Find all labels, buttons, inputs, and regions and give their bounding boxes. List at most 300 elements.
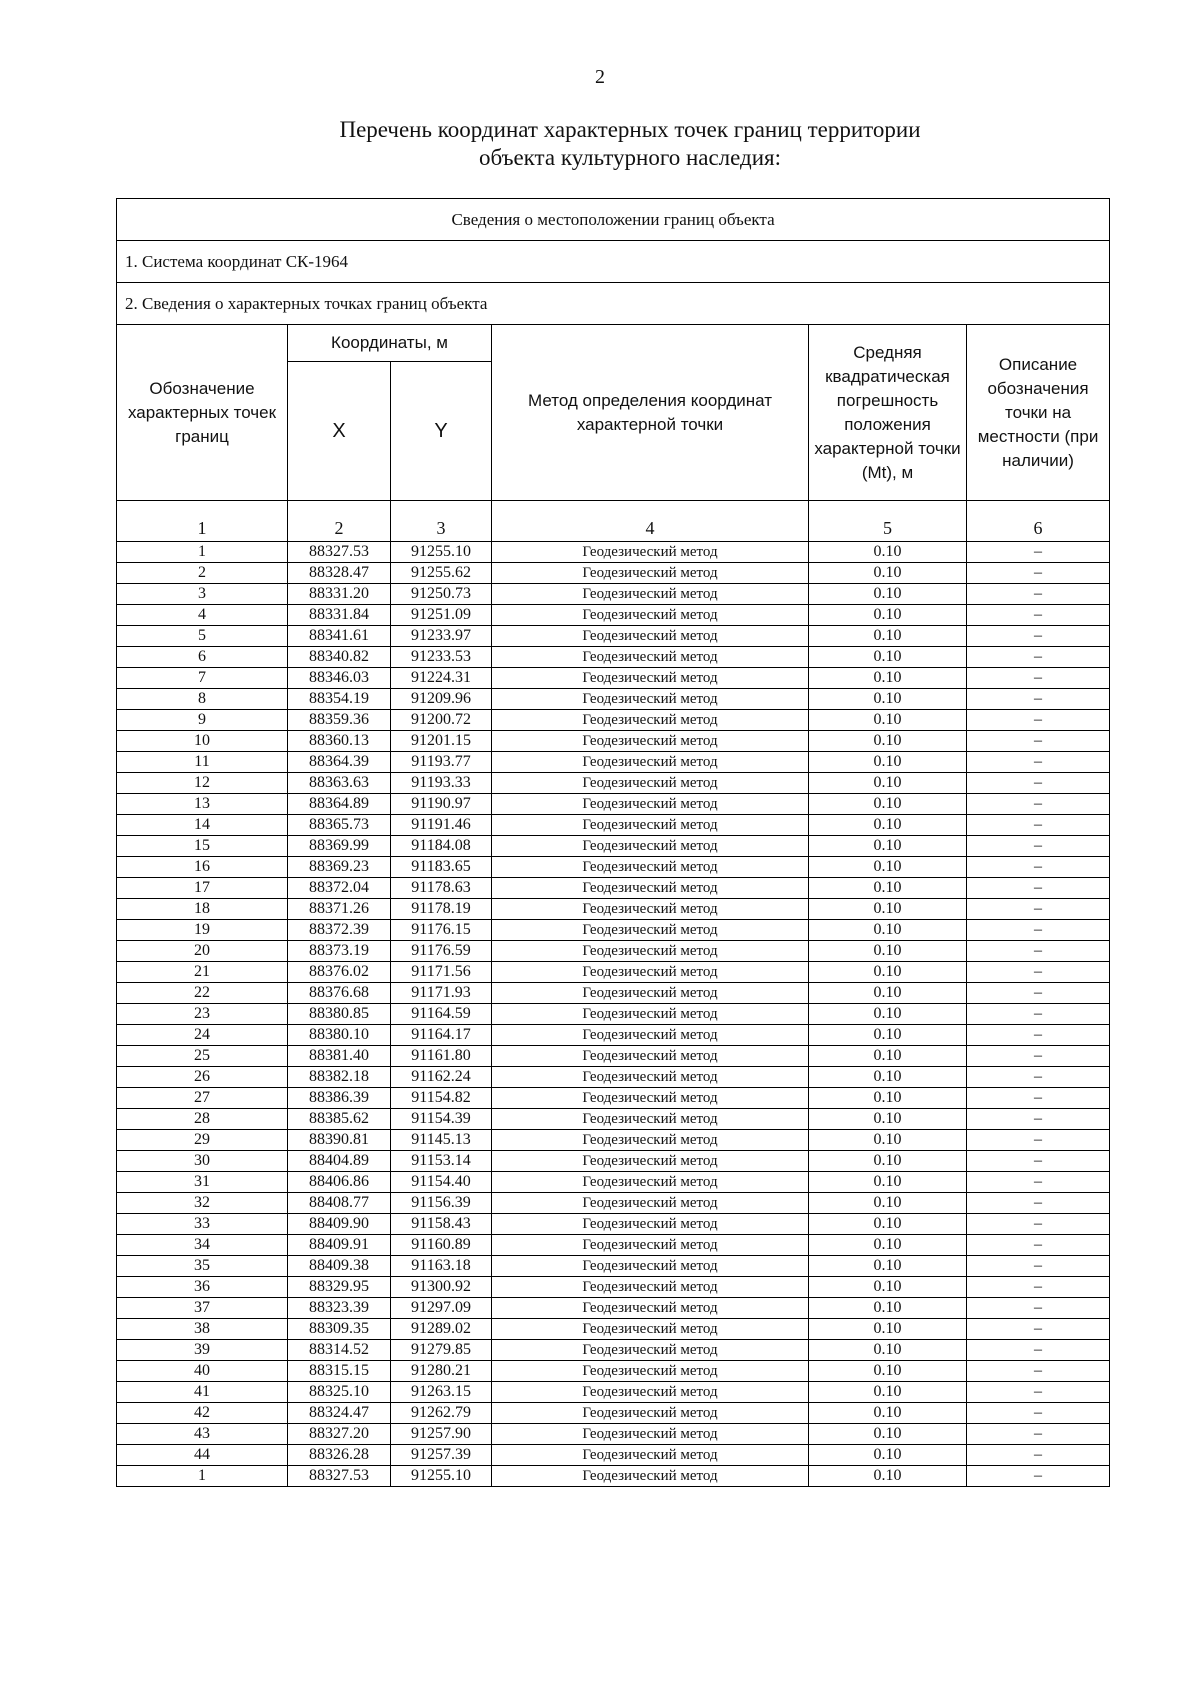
method: Геодезический метод: [492, 836, 809, 857]
point-number: 40: [117, 1361, 288, 1382]
description: –: [967, 584, 1110, 605]
method: Геодезический метод: [492, 710, 809, 731]
description: –: [967, 836, 1110, 857]
points-info-line: 2. Сведения о характерных точках границ объекта: [117, 283, 1110, 325]
point-number: 5: [117, 626, 288, 647]
mt-value: 0.10: [809, 1277, 967, 1298]
table-row: [117, 1151, 1110, 1172]
point-number: 31: [117, 1172, 288, 1193]
table-row: [117, 1046, 1110, 1067]
description: –: [967, 647, 1110, 668]
coord-x: 88354.19: [288, 689, 391, 710]
description: –: [967, 1067, 1110, 1088]
mt-value: 0.10: [809, 773, 967, 794]
mt-value: 0.10: [809, 920, 967, 941]
table-row: [117, 1403, 1110, 1424]
method: Геодезический метод: [492, 857, 809, 878]
mt-value: 0.10: [809, 647, 967, 668]
coord-x: 88331.20: [288, 584, 391, 605]
mt-value: 0.10: [809, 668, 967, 689]
mt-value: 0.10: [809, 563, 967, 584]
coord-x: 88325.10: [288, 1382, 391, 1403]
point-number: 19: [117, 920, 288, 941]
coord-x: 88315.15: [288, 1361, 391, 1382]
mt-value: 0.10: [809, 857, 967, 878]
point-number: 7: [117, 668, 288, 689]
method: Геодезический метод: [492, 1445, 809, 1466]
mt-value: 0.10: [809, 1319, 967, 1340]
table-row: [117, 1319, 1110, 1340]
table-row: [117, 920, 1110, 941]
point-number: 27: [117, 1088, 288, 1109]
description: –: [967, 1340, 1110, 1361]
coord-y: 91297.09: [391, 1298, 492, 1319]
coord-x: 88331.84: [288, 605, 391, 626]
point-number: 8: [117, 689, 288, 710]
coord-x: 88372.04: [288, 878, 391, 899]
table-row: [117, 1298, 1110, 1319]
coord-x: 88380.85: [288, 1004, 391, 1025]
description: –: [967, 626, 1110, 647]
coord-x: 88380.10: [288, 1025, 391, 1046]
coord-x: 88371.26: [288, 899, 391, 920]
description: –: [967, 1424, 1110, 1445]
point-number: 39: [117, 1340, 288, 1361]
coord-x: 88327.53: [288, 1466, 391, 1487]
mt-value: 0.10: [809, 1424, 967, 1445]
coord-x: 88359.36: [288, 710, 391, 731]
header-y: Y: [391, 362, 492, 501]
coord-y: 91300.92: [391, 1277, 492, 1298]
coord-y: 91233.53: [391, 647, 492, 668]
method: Геодезический метод: [492, 689, 809, 710]
mt-value: 0.10: [809, 1193, 967, 1214]
mt-value: 0.10: [809, 1025, 967, 1046]
point-number: 21: [117, 962, 288, 983]
coord-x: 88340.82: [288, 647, 391, 668]
mt-value: 0.10: [809, 962, 967, 983]
point-number: 28: [117, 1109, 288, 1130]
method: Геодезический метод: [492, 647, 809, 668]
mt-value: 0.10: [809, 1109, 967, 1130]
description: –: [967, 1466, 1110, 1487]
point-number: 25: [117, 1046, 288, 1067]
table-row: [117, 752, 1110, 773]
table-row: [117, 857, 1110, 878]
table-row: [117, 710, 1110, 731]
mt-value: 0.10: [809, 1130, 967, 1151]
point-number: 12: [117, 773, 288, 794]
description: –: [967, 1004, 1110, 1025]
point-number: 1: [117, 542, 288, 563]
method: Геодезический метод: [492, 1340, 809, 1361]
coord-y: 91255.10: [391, 542, 492, 563]
table-row: [117, 1424, 1110, 1445]
table-row: [117, 542, 1110, 563]
system-row: [117, 241, 1110, 283]
method: Геодезический метод: [492, 752, 809, 773]
table-row: [117, 584, 1110, 605]
column-number: 4: [492, 501, 809, 542]
mt-value: 0.10: [809, 878, 967, 899]
mt-value: 0.10: [809, 836, 967, 857]
description: –: [967, 899, 1110, 920]
description: –: [967, 1277, 1110, 1298]
method: Геодезический метод: [492, 1403, 809, 1424]
column-number: 5: [809, 501, 967, 542]
coord-x: 88327.20: [288, 1424, 391, 1445]
method: Геодезический метод: [492, 1151, 809, 1172]
point-number: 17: [117, 878, 288, 899]
point-number: 26: [117, 1067, 288, 1088]
coord-x: 88309.35: [288, 1319, 391, 1340]
description: –: [967, 752, 1110, 773]
coord-y: 91289.02: [391, 1319, 492, 1340]
column-number: 2: [288, 501, 391, 542]
coord-x: 88327.53: [288, 542, 391, 563]
description: –: [967, 542, 1110, 563]
coord-x: 88369.99: [288, 836, 391, 857]
method: Геодезический метод: [492, 1361, 809, 1382]
coord-y: 91183.65: [391, 857, 492, 878]
coord-y: 91233.97: [391, 626, 492, 647]
table-row: [117, 878, 1110, 899]
title-line-2: объекта культурного наследия:: [478, 145, 782, 170]
mt-value: 0.10: [809, 1172, 967, 1193]
table-row: [117, 1130, 1110, 1151]
point-number: 3: [117, 584, 288, 605]
description: –: [967, 689, 1110, 710]
point-number: 43: [117, 1424, 288, 1445]
coord-y: 91224.31: [391, 668, 492, 689]
table-row: [117, 1256, 1110, 1277]
mt-value: 0.10: [809, 1340, 967, 1361]
coord-y: 91145.13: [391, 1130, 492, 1151]
point-number: 37: [117, 1298, 288, 1319]
method: Геодезический метод: [492, 1382, 809, 1403]
coord-y: 91162.24: [391, 1067, 492, 1088]
coord-x: 88341.61: [288, 626, 391, 647]
mt-value: 0.10: [809, 1361, 967, 1382]
coord-x: 88385.62: [288, 1109, 391, 1130]
coord-y: 91262.79: [391, 1403, 492, 1424]
mt-value: 0.10: [809, 1151, 967, 1172]
table-row: [117, 836, 1110, 857]
table-row: [117, 1340, 1110, 1361]
description: –: [967, 1403, 1110, 1424]
description: –: [967, 1025, 1110, 1046]
method: Геодезический метод: [492, 794, 809, 815]
description: –: [967, 1298, 1110, 1319]
table-row: [117, 1277, 1110, 1298]
coord-y: 91176.59: [391, 941, 492, 962]
coord-x: 88326.28: [288, 1445, 391, 1466]
point-number: 16: [117, 857, 288, 878]
mt-value: 0.10: [809, 1445, 967, 1466]
coord-x: 88390.81: [288, 1130, 391, 1151]
table-row: [117, 1382, 1110, 1403]
method: Геодезический метод: [492, 563, 809, 584]
table-row: [117, 794, 1110, 815]
coord-y: 91257.39: [391, 1445, 492, 1466]
coord-y: 91171.93: [391, 983, 492, 1004]
mt-value: 0.10: [809, 815, 967, 836]
description: –: [967, 1235, 1110, 1256]
header-error: Средняя квадратическая погрешность положения характерной точки (Mt), м: [809, 325, 967, 501]
coord-x: 88329.95: [288, 1277, 391, 1298]
method: Геодезический метод: [492, 878, 809, 899]
point-number: 4: [117, 605, 288, 626]
table-row: [117, 1466, 1110, 1487]
coord-x: 88373.19: [288, 941, 391, 962]
coord-x: 88365.73: [288, 815, 391, 836]
coord-x: 88328.47: [288, 563, 391, 584]
coord-x: 88372.39: [288, 920, 391, 941]
point-number: 1: [117, 1466, 288, 1487]
coord-x: 88409.91: [288, 1235, 391, 1256]
coord-y: 91154.82: [391, 1088, 492, 1109]
coord-y: 91209.96: [391, 689, 492, 710]
table-row: [117, 647, 1110, 668]
coord-x: 88364.89: [288, 794, 391, 815]
coord-x: 88404.89: [288, 1151, 391, 1172]
header-method: Метод определения координат характерной точки: [492, 325, 809, 501]
table-row: [117, 1172, 1110, 1193]
header-x: X: [288, 362, 391, 501]
mt-value: 0.10: [809, 1256, 967, 1277]
method: Геодезический метод: [492, 920, 809, 941]
mt-value: 0.10: [809, 1214, 967, 1235]
coord-y: 91263.15: [391, 1382, 492, 1403]
point-number: 22: [117, 983, 288, 1004]
description: –: [967, 815, 1110, 836]
point-number: 10: [117, 731, 288, 752]
mt-value: 0.10: [809, 1088, 967, 1109]
table-row: [117, 1235, 1110, 1256]
coord-y: 91191.46: [391, 815, 492, 836]
header-coordinates: Координаты, м: [288, 325, 492, 362]
coord-y: 91163.18: [391, 1256, 492, 1277]
method: Геодезический метод: [492, 1067, 809, 1088]
method: Геодезический метод: [492, 542, 809, 563]
method: Геодезический метод: [492, 815, 809, 836]
method: Геодезический метод: [492, 668, 809, 689]
coord-x: 88324.47: [288, 1403, 391, 1424]
coord-x: 88409.90: [288, 1214, 391, 1235]
description: –: [967, 1172, 1110, 1193]
method: Геодезический метод: [492, 1088, 809, 1109]
method: Геодезический метод: [492, 1193, 809, 1214]
coord-x: 88386.39: [288, 1088, 391, 1109]
coord-y: 91160.89: [391, 1235, 492, 1256]
coord-y: 91158.43: [391, 1214, 492, 1235]
description: –: [967, 983, 1110, 1004]
column-numbers-row: [117, 501, 1110, 542]
method: Геодезический метод: [492, 983, 809, 1004]
column-number: 6: [967, 501, 1110, 542]
mt-value: 0.10: [809, 626, 967, 647]
coord-x: 88382.18: [288, 1067, 391, 1088]
coord-y: 91178.63: [391, 878, 492, 899]
coord-x: 88376.68: [288, 983, 391, 1004]
header-row: [117, 325, 1110, 362]
table-row: [117, 563, 1110, 584]
coord-y: 91193.33: [391, 773, 492, 794]
method: Геодезический метод: [492, 962, 809, 983]
point-number: 42: [117, 1403, 288, 1424]
mt-value: 0.10: [809, 1382, 967, 1403]
page-number: 2: [595, 66, 605, 88]
description: –: [967, 1382, 1110, 1403]
table-row: [117, 1004, 1110, 1025]
description: –: [967, 1088, 1110, 1109]
table-row: [117, 773, 1110, 794]
coord-y: 91153.14: [391, 1151, 492, 1172]
method: Геодезический метод: [492, 1130, 809, 1151]
description: –: [967, 878, 1110, 899]
method: Геодезический метод: [492, 1298, 809, 1319]
header-designation: Обозначение характерных точек границ: [117, 325, 288, 501]
description: –: [967, 668, 1110, 689]
table-row: [117, 1088, 1110, 1109]
method: Геодезический метод: [492, 773, 809, 794]
coord-x: 88406.86: [288, 1172, 391, 1193]
mt-value: 0.10: [809, 689, 967, 710]
coord-x: 88346.03: [288, 668, 391, 689]
method: Геодезический метод: [492, 1046, 809, 1067]
method: Геодезический метод: [492, 626, 809, 647]
section-header: Сведения о местоположении границ объекта: [117, 199, 1110, 241]
point-number: 14: [117, 815, 288, 836]
coord-x: 88360.13: [288, 731, 391, 752]
coord-x: 88409.38: [288, 1256, 391, 1277]
mt-value: 0.10: [809, 584, 967, 605]
table-row: [117, 1445, 1110, 1466]
description: –: [967, 1193, 1110, 1214]
description: –: [967, 941, 1110, 962]
mt-value: 0.10: [809, 1004, 967, 1025]
coord-x: 88323.39: [288, 1298, 391, 1319]
method: Геодезический метод: [492, 1277, 809, 1298]
mt-value: 0.10: [809, 605, 967, 626]
method: Геодезический метод: [492, 1214, 809, 1235]
coord-y: 91190.97: [391, 794, 492, 815]
coord-y: 91184.08: [391, 836, 492, 857]
point-number: 41: [117, 1382, 288, 1403]
coordinate-system-line: 1. Система координат СК-1964: [117, 241, 1110, 283]
description: –: [967, 1256, 1110, 1277]
coord-x: 88376.02: [288, 962, 391, 983]
description: –: [967, 794, 1110, 815]
description: –: [967, 710, 1110, 731]
table-row: [117, 983, 1110, 1004]
table-row: [117, 941, 1110, 962]
method: Геодезический метод: [492, 1424, 809, 1445]
coord-y: 91154.39: [391, 1109, 492, 1130]
method: Геодезический метод: [492, 899, 809, 920]
point-number: 29: [117, 1130, 288, 1151]
coord-y: 91201.15: [391, 731, 492, 752]
coord-x: 88363.63: [288, 773, 391, 794]
coord-y: 91280.21: [391, 1361, 492, 1382]
table-row: [117, 1214, 1110, 1235]
coord-y: 91176.15: [391, 920, 492, 941]
method: Геодезический метод: [492, 1235, 809, 1256]
page-title: [200, 116, 1060, 172]
table-row: [117, 1361, 1110, 1382]
table-row: [117, 626, 1110, 647]
coord-y: 91171.56: [391, 962, 492, 983]
mt-value: 0.10: [809, 1067, 967, 1088]
table-row: [117, 815, 1110, 836]
description: –: [967, 605, 1110, 626]
point-number: 18: [117, 899, 288, 920]
method: Геодезический метод: [492, 941, 809, 962]
mt-value: 0.10: [809, 794, 967, 815]
coordinates-table: [116, 198, 1110, 1487]
coord-x: 88364.39: [288, 752, 391, 773]
coord-y: 91193.77: [391, 752, 492, 773]
point-number: 13: [117, 794, 288, 815]
description: –: [967, 1130, 1110, 1151]
method: Геодезический метод: [492, 1004, 809, 1025]
mt-value: 0.10: [809, 731, 967, 752]
method: Геодезический метод: [492, 1109, 809, 1130]
header-description: Описание обозначения точки на местности (при наличии): [967, 325, 1110, 501]
coord-y: 91255.10: [391, 1466, 492, 1487]
coord-x: 88314.52: [288, 1340, 391, 1361]
description: –: [967, 563, 1110, 584]
coord-y: 91154.40: [391, 1172, 492, 1193]
description: –: [967, 1445, 1110, 1466]
point-number: 36: [117, 1277, 288, 1298]
table-row: [117, 1025, 1110, 1046]
table-row: [117, 689, 1110, 710]
table-row: [117, 1067, 1110, 1088]
table-row: [117, 1109, 1110, 1130]
mt-value: 0.10: [809, 941, 967, 962]
method: Геодезический метод: [492, 1025, 809, 1046]
point-number: 30: [117, 1151, 288, 1172]
coord-x: 88369.23: [288, 857, 391, 878]
points-row: [117, 283, 1110, 325]
point-number: 2: [117, 563, 288, 584]
description: –: [967, 731, 1110, 752]
point-number: 24: [117, 1025, 288, 1046]
description: –: [967, 1151, 1110, 1172]
description: –: [967, 1046, 1110, 1067]
table-row: [117, 899, 1110, 920]
point-number: 33: [117, 1214, 288, 1235]
point-number: 32: [117, 1193, 288, 1214]
method: Геодезический метод: [492, 1319, 809, 1340]
coord-x: 88408.77: [288, 1193, 391, 1214]
coord-y: 91178.19: [391, 899, 492, 920]
point-number: 20: [117, 941, 288, 962]
method: Геодезический метод: [492, 584, 809, 605]
coord-y: 91161.80: [391, 1046, 492, 1067]
point-number: 11: [117, 752, 288, 773]
description: –: [967, 920, 1110, 941]
point-number: 15: [117, 836, 288, 857]
mt-value: 0.10: [809, 542, 967, 563]
point-number: 38: [117, 1319, 288, 1340]
method: Геодезический метод: [492, 605, 809, 626]
mt-value: 0.10: [809, 1403, 967, 1424]
mt-value: 0.10: [809, 1466, 967, 1487]
point-number: 23: [117, 1004, 288, 1025]
coord-y: 91164.17: [391, 1025, 492, 1046]
